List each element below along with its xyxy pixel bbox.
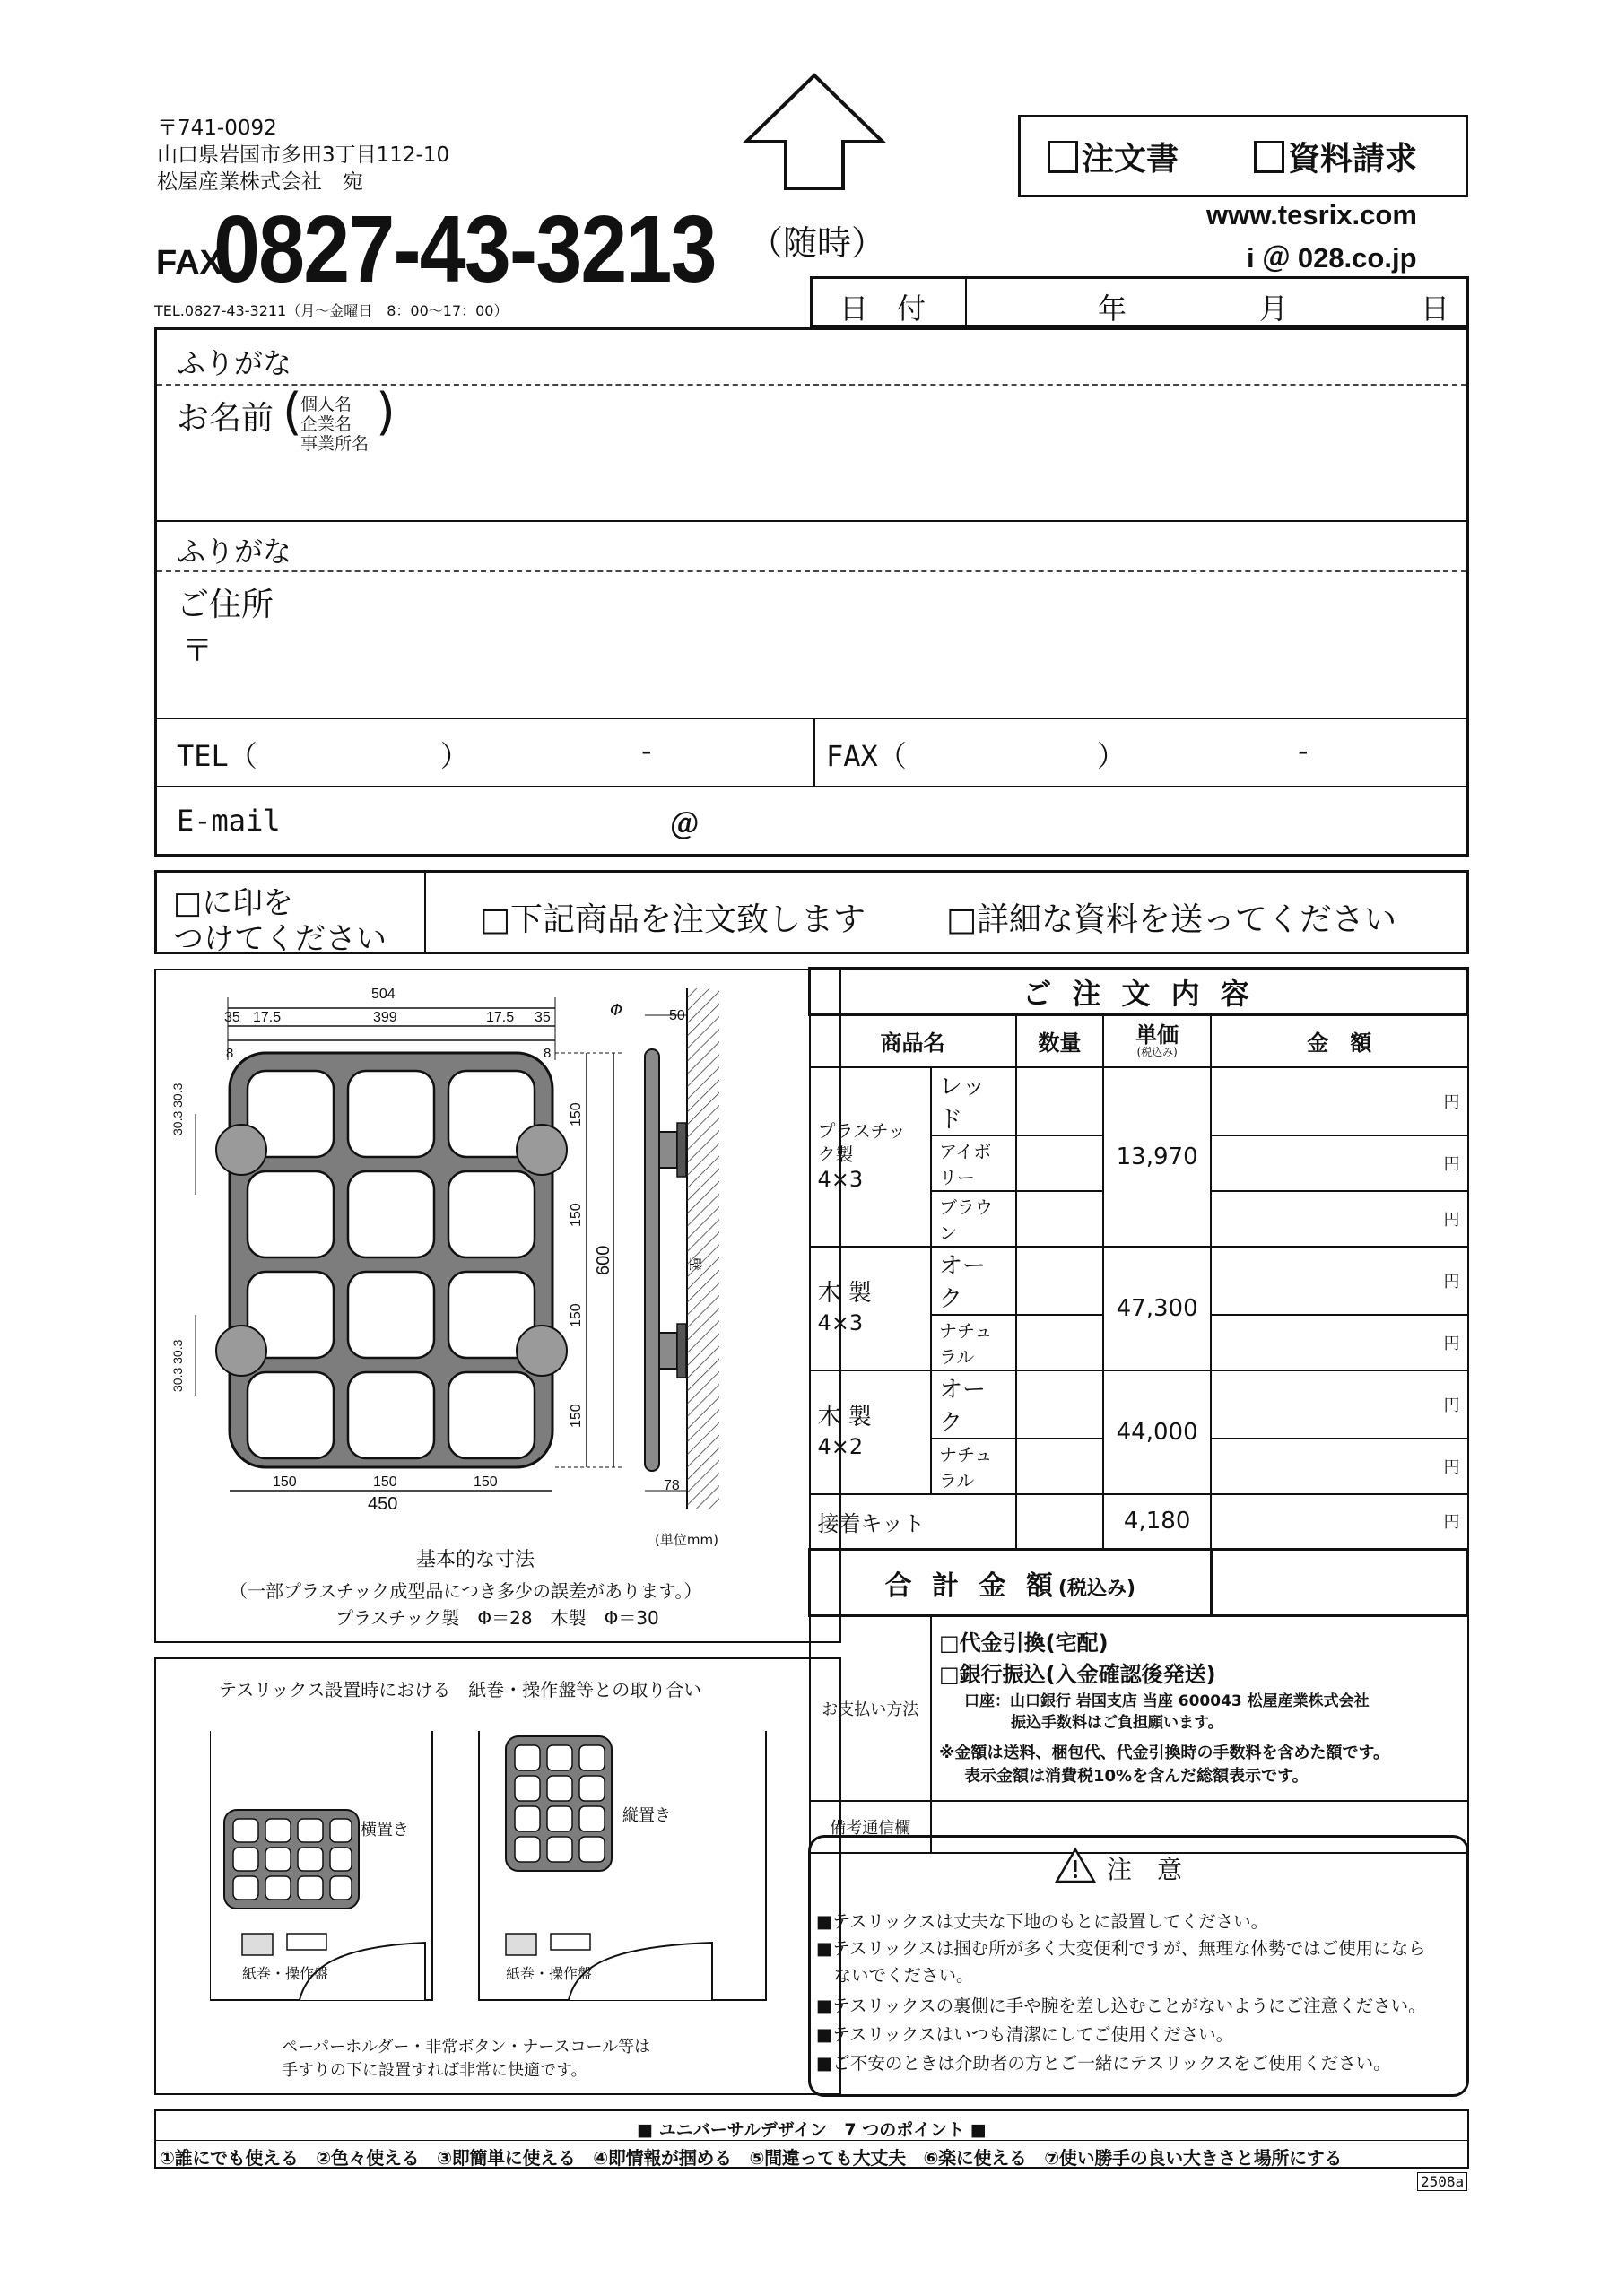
option-docs[interactable]: □詳細な資料を送ってください [946, 901, 1397, 938]
price-wood-4x2: 44,000 [1103, 1370, 1211, 1494]
unit-label: (単位mm) [655, 1532, 718, 1548]
tel-close: ） [440, 739, 470, 773]
amount-wood-4x2-oak[interactable]: 円 [1211, 1370, 1467, 1439]
col-product: 商品名 [810, 1015, 1016, 1067]
dim-total-height: 600 [594, 1245, 613, 1275]
request-label: 資料請求 [1288, 141, 1418, 178]
website: www.tesrix.com [1206, 199, 1417, 230]
dim-left-bottom: 30.3 30.3 [170, 1339, 185, 1392]
date-year: 年 [1098, 291, 1127, 326]
email-at: ＠ [670, 807, 700, 841]
name-kind-3: 事業所名 [300, 434, 370, 454]
install-note-2: 手すりの下に設置すれば非常に快適です。 [282, 2061, 587, 2080]
dim-left-top: 30.3 30.3 [170, 1083, 185, 1135]
email-label: E-mail [177, 804, 281, 838]
check-instruction-2: つけてください [173, 921, 387, 957]
dim-top-1: 35 [224, 1010, 240, 1025]
product-wood-4x2: 木 製 4×2 [810, 1370, 932, 1494]
amount-wood-4x3-oak[interactable]: 円 [1211, 1247, 1467, 1315]
panel-label-left: 紙巻・操作盤 [242, 1965, 329, 1982]
dim-top-4: 17.5 [486, 1010, 515, 1025]
payment-cod[interactable]: □代金引換(宅配) [939, 1631, 1109, 1657]
date-label: 日 付 [839, 291, 926, 326]
qty-plastic-ivory[interactable] [1016, 1135, 1104, 1191]
price-kit: 4,180 [1103, 1494, 1211, 1550]
variant-natural-4x2: ナチュラル [931, 1439, 1016, 1494]
price-note-2: 表示金額は消費税10%を含んだ総額表示です。 [964, 1767, 1309, 1787]
option-order[interactable]: □下記商品を注文致します [480, 901, 866, 938]
dimension-drawing [156, 970, 839, 1509]
tel-field[interactable] [157, 719, 813, 784]
email-field[interactable] [157, 787, 1466, 854]
caution-item-1: ■テスリックスは丈夫な下地のもとに設置してください。 [816, 1911, 1269, 1932]
total-amount[interactable] [1211, 1550, 1467, 1616]
price-wood-4x3: 47,300 [1103, 1247, 1211, 1370]
bank-fee: 振込手数料はご負担願います。 [1011, 1714, 1223, 1733]
date-row [810, 276, 1469, 327]
install-panel [154, 1657, 841, 2095]
caution-item-4: ■テスリックスはいつも清潔にしてご使用ください。 [816, 2024, 1234, 2045]
name-bracket-open: ( [283, 383, 302, 441]
check-row [154, 870, 1469, 957]
fax-prefix: FAX. [156, 244, 232, 282]
name-bracket-close: ) [376, 383, 396, 441]
name-field[interactable] [157, 383, 1466, 511]
dim-caption-1: 基本的な寸法 [416, 1549, 535, 1571]
order-title: ご 注 文 内 容 [810, 969, 1468, 1015]
wall-label: 壁 [687, 1257, 703, 1272]
dim-caption-2: （一部プラスチック成型品につき多少の誤差があります。） [230, 1580, 702, 1602]
install-note-1: ペーパーホルダー・非常ボタン・ナースコール等は [282, 2038, 651, 2057]
dim-bottom-1: 150 [273, 1474, 297, 1490]
variant-natural-4x3: ナチュラル [931, 1315, 1016, 1370]
dim-bottom-total: 450 [368, 1494, 398, 1514]
dim-v-2: 150 [569, 1203, 584, 1227]
dim-wall-offset: 50 [669, 1008, 685, 1023]
fax-note: （随時） [749, 223, 886, 263]
dim-bottom-2: 150 [373, 1474, 397, 1490]
col-price: 単価 (税込み) [1103, 1015, 1211, 1067]
caution-item-3: ■テスリックスの裏側に手や腕を差し込むことがないようにご注意ください。 [816, 1996, 1426, 2016]
dim-total-width: 504 [371, 987, 396, 1002]
dim-top-2: 17.5 [253, 1010, 282, 1025]
qty-wood-4x3-oak[interactable] [1016, 1247, 1104, 1315]
phi-symbol: Φ [610, 1001, 623, 1020]
furigana-label-1: ふりがな [177, 346, 292, 380]
vertical-label: 縦置き [622, 1806, 671, 1825]
fax-number: 0827-43-3213 [213, 196, 716, 302]
postal-code: 〒741-0092 [157, 117, 277, 140]
price-plastic: 13,970 [1103, 1067, 1211, 1247]
install-title: テスリックス設置時における 紙巻・操作盤等との取り合い [219, 1679, 702, 1700]
dim-corner-right: 8 [544, 1046, 552, 1061]
fax-dash: - [1298, 734, 1309, 768]
dim-v-4: 150 [569, 1404, 584, 1428]
qty-plastic-red[interactable] [1016, 1067, 1104, 1135]
date-month: 月 [1259, 291, 1289, 326]
qty-wood-4x2-natural[interactable] [1016, 1439, 1104, 1494]
remarks-label: 備考通信欄 [810, 1801, 932, 1853]
form-type-box [1018, 115, 1468, 197]
panel-label-right: 紙巻・操作盤 [506, 1965, 593, 1982]
tel-label: TEL（ [177, 739, 257, 773]
recipient: 松屋産業株式会社 宛 [157, 170, 363, 194]
dim-top-5: 35 [535, 1010, 551, 1025]
footer-title: ■ ユニバーサルデザイン 7 つのポイント ■ [637, 2120, 987, 2140]
variant-oak-4x2: オーク [931, 1370, 1016, 1439]
payment-label: お支払い方法 [810, 1616, 932, 1801]
name-kind-1: 個人名 [300, 395, 352, 414]
horizontal-label: 横置き [361, 1821, 409, 1839]
warning-icon [1055, 1847, 1096, 1884]
amount-kit[interactable]: 円 [1211, 1494, 1467, 1550]
date-day: 日 [1421, 291, 1450, 326]
price-note-1: ※金額は送料、梱包代、代金引換時の手数料を含めた額です。 [939, 1744, 1390, 1763]
qty-plastic-brown[interactable] [1016, 1191, 1104, 1247]
fax-label: FAX（ [826, 739, 907, 773]
amount-wood-4x2-natural[interactable]: 円 [1211, 1439, 1467, 1494]
payment-options [931, 1616, 1468, 1801]
footer-points: ①誰にでも使える ②色々使える ③即簡単に使える ④即情報が掴める ⑤間違っても大丈夫 ⑥楽に使える ⑦使い勝手の良い大きさと場所にする [160, 2147, 1343, 2169]
dim-v-1: 150 [569, 1102, 584, 1126]
product-wood-4x3: 木 製 4×3 [810, 1247, 932, 1370]
fax-close: ） [1097, 739, 1127, 773]
qty-wood-4x2-oak[interactable] [1016, 1370, 1104, 1439]
variant-oak-4x3: オーク [931, 1247, 1016, 1315]
caution-title: 注 意 [1107, 1855, 1183, 1884]
caution-item-2b: ないでください。 [816, 1965, 974, 1986]
caution-item-5: ■ご不安のときは介助者の方とご一緒にテスリックスをご使用ください。 [816, 2053, 1391, 2074]
variant-brown: ブラウン [931, 1191, 1016, 1247]
caution-panel [808, 1835, 1469, 2097]
address-label: ご住所 [177, 587, 274, 623]
amount-wood-4x3-natural[interactable]: 円 [1211, 1315, 1467, 1370]
payment-bank[interactable]: □銀行振込(入金確認後発送) [939, 1662, 1216, 1688]
product-plastic: プラスチック製 4×3 [810, 1067, 932, 1247]
fax-field[interactable] [815, 719, 1466, 784]
name-label: お名前 [177, 400, 274, 437]
footer-box [154, 2109, 1469, 2169]
postal-mark: 〒 [182, 633, 213, 669]
company-address: 山口県岩国市多田3丁目112-10 [157, 144, 450, 167]
qty-wood-4x3-natural[interactable] [1016, 1315, 1104, 1370]
amount-plastic-brown[interactable]: 円 [1211, 1191, 1467, 1247]
bank-account: 口座：山口銀行 岩国支店 当座 600043 松屋産業株式会社 [964, 1692, 1370, 1710]
variant-ivory: アイボリー [931, 1135, 1016, 1191]
product-kit: 接着キット [810, 1494, 1016, 1550]
up-arrow-icon [743, 72, 886, 192]
document-code: 2508a [1417, 2172, 1467, 2191]
variant-red: レッド [931, 1067, 1016, 1135]
order-table [808, 967, 1469, 1854]
address-field[interactable] [157, 572, 1466, 716]
order-checkbox[interactable] [1048, 141, 1078, 173]
request-checkbox[interactable] [1254, 141, 1284, 173]
dim-bottom-3: 150 [474, 1474, 498, 1490]
amount-plastic-red[interactable]: 円 [1211, 1067, 1467, 1135]
customer-form [154, 327, 1469, 857]
tel-dash: - [641, 734, 652, 768]
dim-v-3: 150 [569, 1303, 584, 1327]
tel-hours: TEL.0827-43-3211（月～金曜日 8：00～17：00） [154, 302, 509, 319]
dim-depth: 78 [664, 1478, 680, 1493]
dimension-panel [154, 969, 841, 1643]
total-label: 合 計 金 額(税込み) [810, 1550, 1212, 1616]
order-label: 注文書 [1082, 141, 1179, 178]
caution-item-2: ■テスリックスは掴む所が多く大変便利ですが、無理な体勢ではご使用になら [816, 1938, 1426, 1959]
dim-top-3: 399 [373, 1010, 397, 1025]
check-instruction-1: □に印を [173, 885, 294, 921]
dim-corner-left: 8 [226, 1046, 234, 1061]
col-qty: 数量 [1016, 1015, 1104, 1067]
furigana-label-2: ふりがな [177, 535, 292, 569]
dim-caption-3: プラスチック製 Φ＝28 木製 Φ＝30 [335, 1607, 659, 1629]
company-email: i ＠ 028.co.jp [1247, 242, 1417, 274]
amount-plastic-ivory[interactable]: 円 [1211, 1135, 1467, 1191]
col-amount: 金 額 [1211, 1015, 1467, 1067]
name-kind-2: 企業名 [300, 414, 352, 434]
qty-kit[interactable] [1016, 1494, 1104, 1550]
